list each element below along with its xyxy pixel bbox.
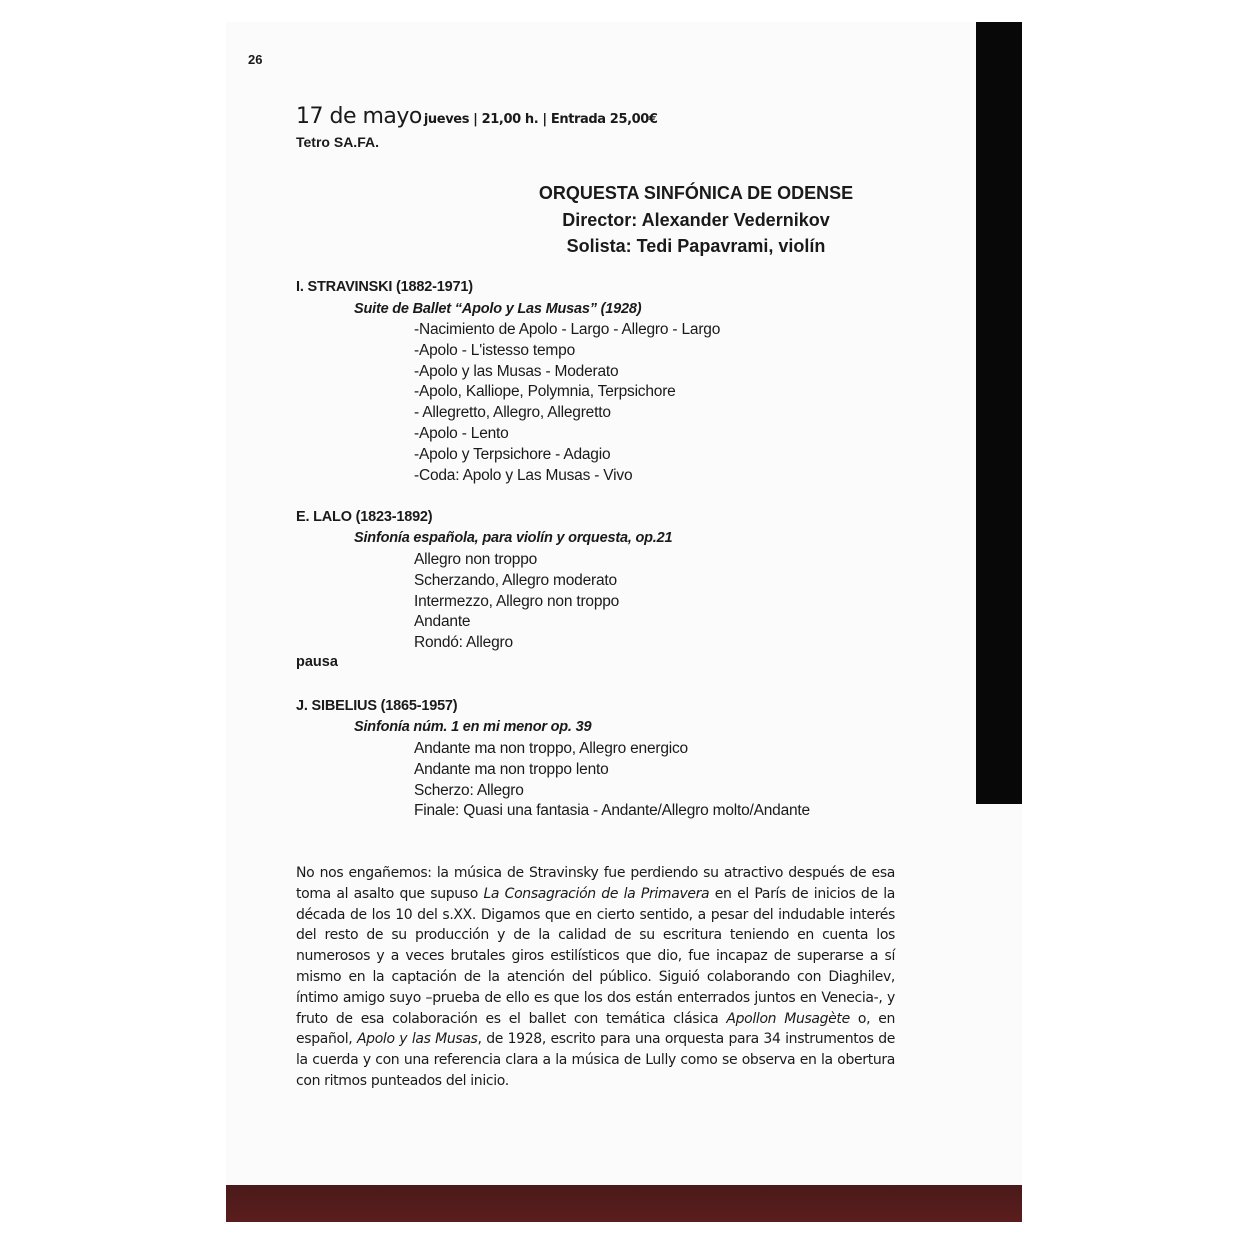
movement-item: Andante — [414, 613, 471, 631]
composer-heading: J. SIBELIUS (1865-1957) — [296, 698, 458, 714]
orchestra-name: ORQUESTA SINFÓNICA DE ODENSE — [538, 183, 854, 203]
notes-work-title: La Consagración de la Primavera — [483, 885, 710, 902]
concert-date-line — [296, 104, 658, 129]
movement-item: -Nacimiento de Apolo - Largo - Allegro - Largo — [414, 321, 721, 338]
concert-info: jueves | 21,00 h. | Entrada 25,00€ — [423, 112, 658, 127]
concert-venue: Tetro SA.FA. — [296, 134, 379, 150]
movement-item: -Coda: Apolo y Las Musas - Vivo — [414, 466, 633, 484]
movement-item: -Apolo y Terpsichore - Adagio — [414, 445, 611, 463]
intermission-label: pausa — [296, 654, 338, 670]
movement-item: -Apolo y las Musas - Moderato — [414, 362, 619, 380]
work-title: Sinfonía núm. 1 en mi menor op. 39 — [354, 719, 592, 735]
program-notes — [296, 863, 895, 1092]
movement-item: Allegro non troppo — [414, 551, 538, 568]
page-number: 26 — [248, 52, 263, 67]
movement-item: Finale: Quasi una fantasia - Andante/Allegro molto/Andante — [414, 802, 810, 820]
movement-item: -Apolo - Lento — [414, 424, 509, 442]
movement-item: Rondó: Allegro — [414, 634, 513, 652]
soloist-line: Solista: Tedi Papavrami, violín — [566, 236, 826, 256]
concert-heading — [296, 180, 1022, 260]
movement-item: -Apolo - L'istesso tempo — [414, 341, 575, 359]
notes-text: No nos engañemos: la música de Stravinsky fue perdiendo su atractivo después de esa toma al asalto que supuso — [296, 865, 895, 902]
movement-item: Scherzando, Allegro moderato — [414, 571, 617, 589]
composer-heading: E. LALO (1823-1892) — [296, 509, 433, 525]
movement-item: Intermezzo, Allegro non troppo — [414, 592, 620, 610]
work-title: Suite de Ballet “Apolo y Las Musas” (1928) — [354, 301, 642, 317]
movement-item: Andante ma non troppo lento — [414, 760, 609, 778]
movement-item: -Apolo, Kalliope, Polymnia, Terpsichore — [414, 383, 676, 401]
movement-item: - Allegretto, Allegro, Allegretto — [414, 404, 611, 422]
notes-text: o, en español, — [296, 1010, 895, 1048]
movement-list — [414, 739, 810, 822]
notes-text: en el París de inicios de la década de los 10 del s.XX. Digamos que en cierto sentido, a pesar del indudable interés del resto de su producción y de la calidad de su escritura teniendo en cuenta los numerosos y a veces brutales giros estilísticos que dio, fue incapaz de superarse a sí mismo en la captación de la atención del público. Siguió colaborando con Diaghilev, íntimo amigo suyo –prueba de ello es que los dos están enterrados juntos en Venecia-, y fruto de esa colaboración es el ballet con temática clásica — [296, 885, 896, 1027]
program-page — [226, 22, 1022, 1222]
bottom-decorative-band — [226, 1185, 1022, 1222]
movement-list — [414, 550, 619, 654]
movement-list — [414, 320, 720, 486]
work-title: Sinfonía española, para violín y orquesta, op.21 — [354, 530, 673, 546]
notes-work-title: Apollon Musagète — [726, 1010, 850, 1027]
notes-work-title: Apolo y las Musas — [356, 1031, 478, 1048]
notes-text: , de 1928, escrito para una orquesta para 34 instrumentos de la cuerda y con una referencia clara a la música de Lully como se observa en la obertura con ritmos punteados del inicio. — [296, 1031, 895, 1089]
movement-item: Scherzo: Allegro — [414, 781, 524, 799]
side-decorative-band — [976, 22, 1022, 804]
director-line: Director: Alexander Vedernikov — [562, 209, 830, 230]
composer-heading: I. STRAVINSKI (1882-1971) — [296, 279, 473, 295]
movement-item: Andante ma non troppo, Allegro energico — [414, 740, 688, 757]
concert-date: 17 de mayo — [296, 104, 422, 129]
